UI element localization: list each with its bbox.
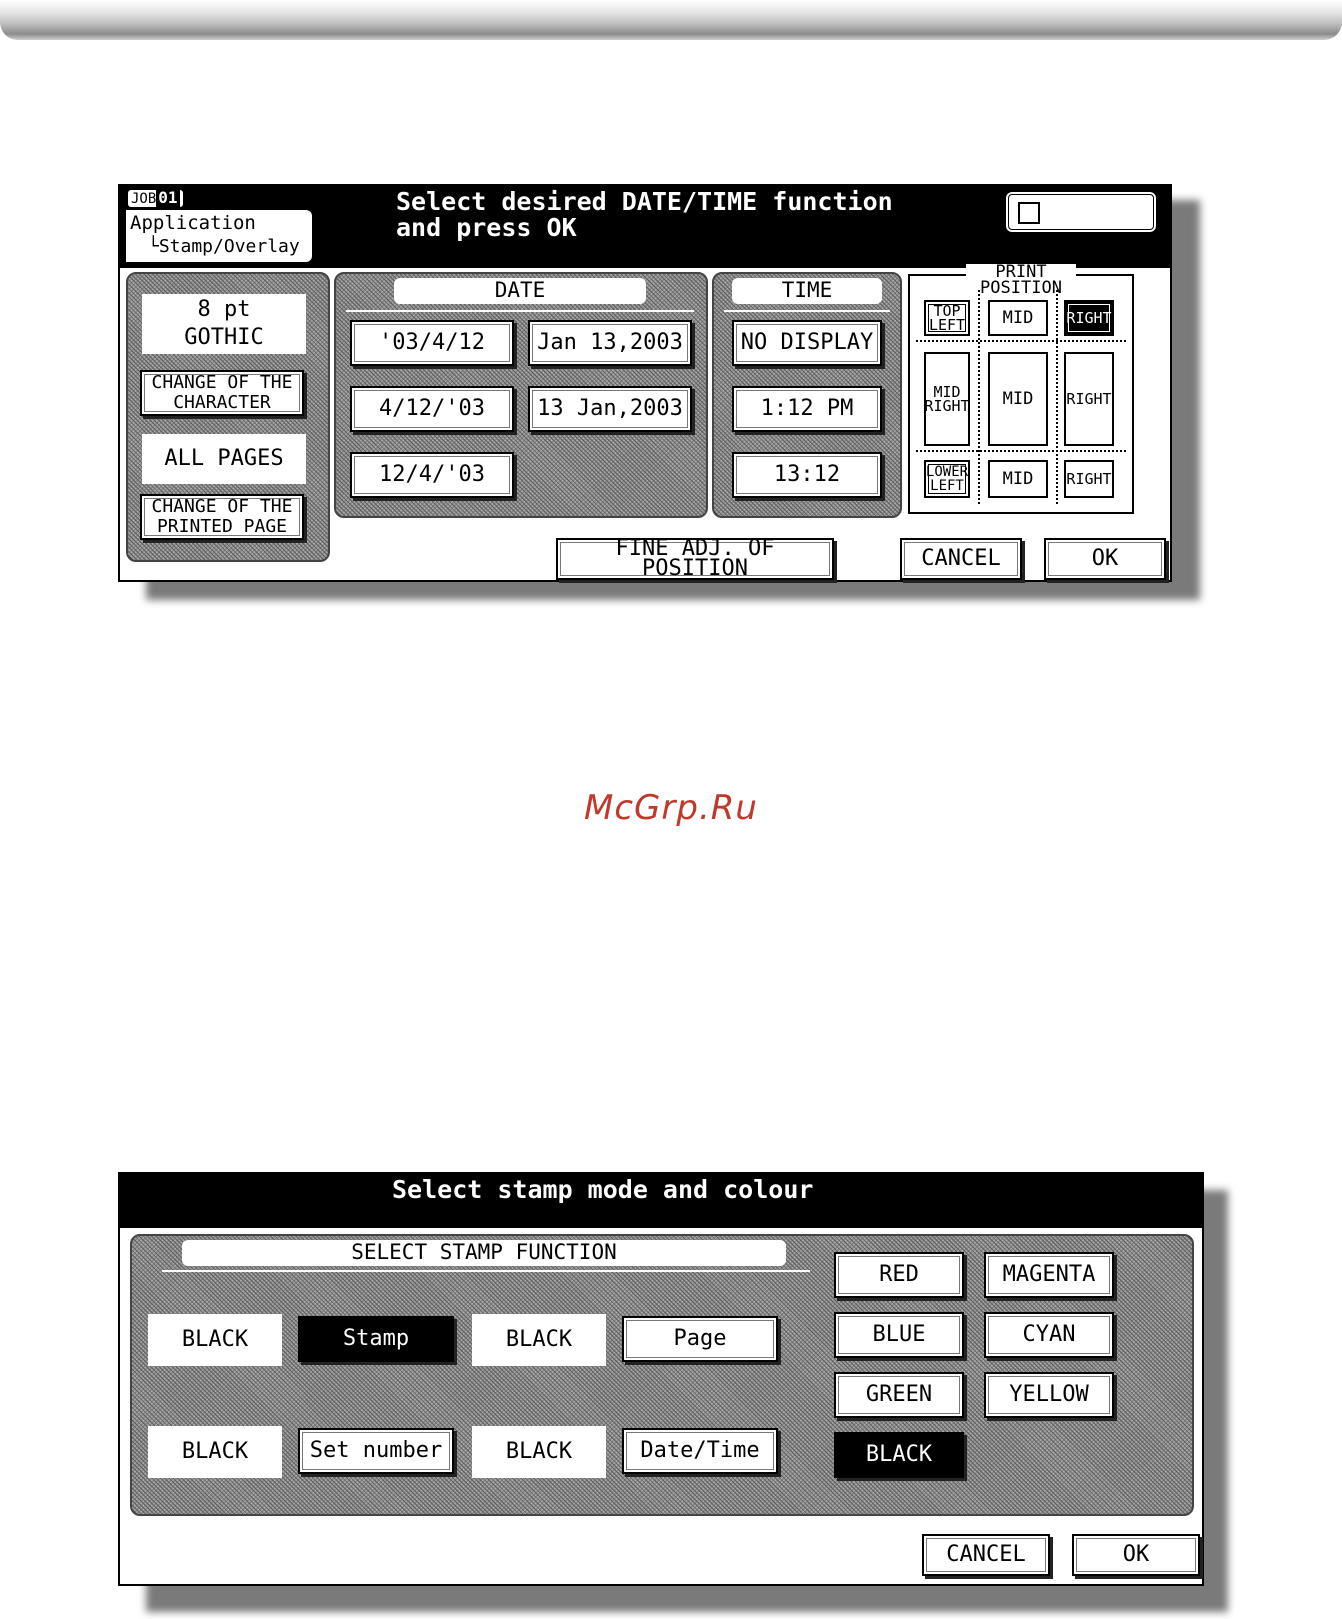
position-mid-mid-button[interactable]: MID	[988, 352, 1048, 446]
colour-cyan-button[interactable]: CYAN	[984, 1312, 1114, 1358]
screen2-title-bar	[120, 1174, 1202, 1228]
job-label	[128, 190, 183, 207]
date-option-mon-d-yyyy[interactable]: Jan 13,2003	[528, 320, 692, 366]
stamp-mode-screen	[118, 1172, 1204, 1586]
print-position-group	[908, 262, 1134, 514]
font-info	[142, 294, 306, 354]
colour-magenta-button[interactable]: MAGENTA	[984, 1252, 1114, 1298]
date-divider	[346, 310, 694, 312]
position-mid-right-button[interactable]: RIGHT	[1064, 352, 1114, 446]
time-option-no-display[interactable]: NO DISPLAY	[732, 320, 882, 366]
date-panel	[334, 272, 708, 518]
time-option-12h[interactable]: 1:12 PM	[732, 386, 882, 432]
screen2-ok-button[interactable]: OK	[1072, 1534, 1200, 1576]
set-number-function-button[interactable]: Set number	[298, 1428, 454, 1474]
stamp-function-header: SELECT STAMP FUNCTION	[182, 1240, 786, 1266]
date-time-colour-label: BLACK	[472, 1426, 606, 1478]
screen1-cancel-button[interactable]: CANCEL	[900, 538, 1022, 580]
position-col-divider-1	[978, 290, 980, 504]
position-col-divider-2	[1056, 290, 1058, 504]
screen2-cancel-button[interactable]: CANCEL	[922, 1534, 1050, 1576]
position-row-divider-1	[916, 340, 1126, 342]
watermark: McGrp.Ru	[584, 788, 758, 828]
bookmark-checkbox-icon	[1018, 202, 1040, 224]
job-label-text: JOB	[131, 191, 157, 207]
date-option-d-mon-yyyy[interactable]: 13 Jan,2003	[528, 386, 692, 432]
position-mid-left-button[interactable]: MID RIGHT	[924, 352, 970, 446]
colour-red-button[interactable]: RED	[834, 1252, 964, 1298]
set-number-colour-label: BLACK	[148, 1426, 282, 1478]
colour-black-button[interactable]: BLACK	[834, 1432, 964, 1478]
time-panel	[712, 272, 902, 518]
position-lower-mid-button[interactable]: MID	[988, 460, 1048, 498]
pages-label: ALL PAGES	[142, 434, 306, 484]
page-top-bar	[0, 0, 1342, 40]
time-header: TIME	[732, 278, 882, 304]
font-name-label: GOTHIC	[184, 325, 264, 350]
job-number: 01	[158, 188, 178, 207]
bookmark-label-line1: BOOK	[1054, 192, 1100, 214]
time-option-24h[interactable]: 13:12	[732, 452, 882, 498]
page-function-button[interactable]: Page	[622, 1316, 778, 1362]
breadcrumb-main: Application	[130, 212, 256, 234]
date-time-function-button[interactable]: Date/Time	[622, 1428, 778, 1474]
fine-adjust-position-button[interactable]: FINE ADJ. OF POSITION	[556, 538, 834, 580]
stamp-function-button[interactable]: Stamp	[298, 1316, 454, 1362]
page-colour-label: BLACK	[472, 1314, 606, 1366]
instruction-line1: Select desired DATE/TIME function	[396, 187, 893, 216]
time-divider	[724, 310, 890, 312]
date-option-d-m-yy[interactable]: 12/4/'03	[350, 452, 514, 498]
instruction-line2: and press OK	[396, 213, 577, 242]
change-character-button[interactable]: CHANGE OF THE CHARACTER	[140, 370, 304, 416]
colour-green-button[interactable]: GREEN	[834, 1372, 964, 1418]
position-lower-right-button[interactable]: RIGHT	[1064, 460, 1114, 498]
screen1-title-bar	[120, 186, 1170, 268]
date-option-yy-m-d[interactable]: '03/4/12	[350, 320, 514, 366]
date-option-m-d-yy[interactable]: 4/12/'03	[350, 386, 514, 432]
breadcrumb	[126, 210, 312, 262]
screen1-ok-button[interactable]: OK	[1044, 538, 1166, 580]
stamp-function-divider	[162, 1270, 810, 1272]
bookmark-button[interactable]	[1004, 190, 1158, 234]
change-printed-page-button[interactable]: CHANGE OF THE PRINTED PAGE	[140, 494, 304, 540]
colour-yellow-button[interactable]: YELLOW	[984, 1372, 1114, 1418]
bookmark-label-line2: MARK	[1082, 210, 1128, 232]
character-panel	[126, 272, 330, 562]
date-header: DATE	[394, 278, 646, 304]
print-position-header: PRINT POSITION	[966, 264, 1076, 296]
position-top-mid-button[interactable]: MID	[988, 300, 1048, 336]
font-size-label: 8 pt	[197, 297, 251, 322]
colour-blue-button[interactable]: BLUE	[834, 1312, 964, 1358]
screen2-title: Select stamp mode and colour	[392, 1175, 814, 1204]
position-lower-left-button[interactable]: LOWER LEFT	[924, 460, 970, 498]
date-time-screen	[118, 184, 1172, 582]
stamp-colour-label: BLACK	[148, 1314, 282, 1366]
stamp-function-panel	[130, 1234, 1194, 1516]
position-row-divider-2	[916, 450, 1126, 452]
position-top-right-button[interactable]: RIGHT	[1064, 300, 1114, 336]
breadcrumb-sub: └Stamp/Overlay	[148, 236, 300, 257]
position-top-left-button[interactable]: TOP LEFT	[924, 300, 970, 336]
